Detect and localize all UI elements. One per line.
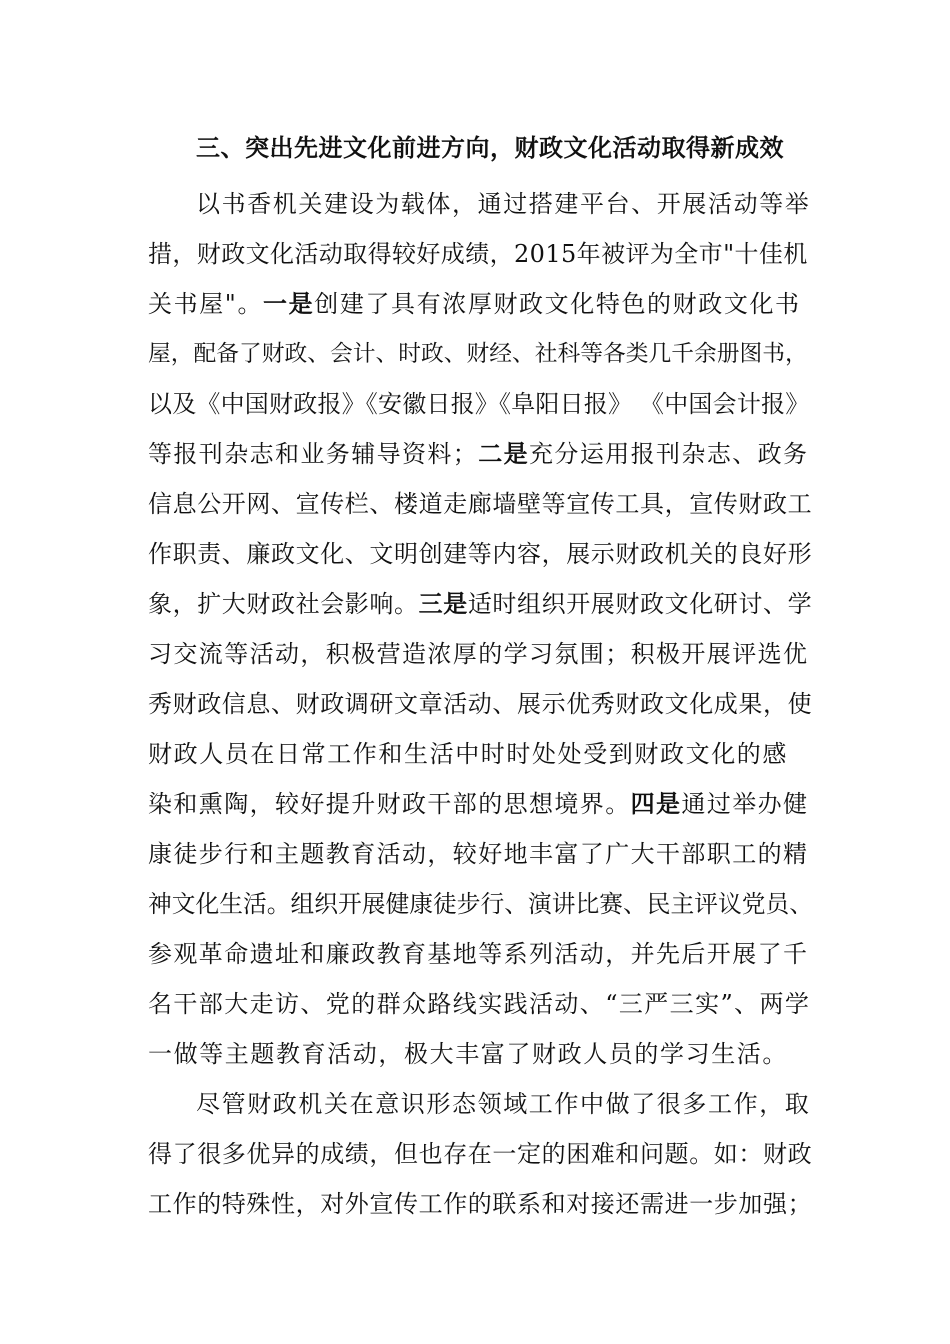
text-line: 作职责、廉政文化、文明创建等内容，展示财政机关的良好形 <box>148 540 813 568</box>
text-line: 一做等主题教育活动，极大丰富了财政人员的学习生活。 <box>148 1040 788 1068</box>
text-line: 屋，配备了财政、会计、时政、财经、社科等各类几千余册图书， <box>148 341 808 367</box>
text-run: 等报刊杂志和业务辅导资料； <box>148 440 479 468</box>
text-line: 习交流等活动，积极营造浓厚的学习氛围；积极开展评选优 <box>148 640 809 668</box>
text-run: 充分运用报刊杂志、政务 <box>529 440 809 468</box>
emphasis-label: 二是 <box>478 440 530 468</box>
text-line <box>148 786 813 822</box>
text-line: 信息公开网、宣传栏、楼道走廊墙壁等宣传工具，宣传财政工 <box>148 490 813 518</box>
text-line: 秀财政信息、财政调研文章活动、展示优秀财政文化成果，使 <box>148 690 813 718</box>
text-run: 染和熏陶，较好提升财政干部的思想境界。 <box>148 790 631 818</box>
text-line: 工作的特殊性，对外宣传工作的联系和对接还需进一步加强； <box>148 1190 813 1218</box>
text-line: 财政人员在日常工作和生活中时时处处受到财政文化的感 <box>148 740 788 768</box>
emphasis-label: 一是 <box>263 290 315 318</box>
text-run: 适时组织开展财政文化研讨、学 <box>467 590 813 618</box>
text-run: 关书屋"。 <box>148 290 264 318</box>
text-line: 得了很多优异的成绩，但也存在一定的困难和问题。如：财政 <box>148 1140 813 1168</box>
text-line: 神文化生活。组织开展健康徒步行、演讲比赛、民主评议党员、 <box>148 890 814 918</box>
text-line: 以及《中国财政报》《安徽日报》《阜阳日报》 《中国会计报》 <box>148 390 810 418</box>
text-line: 名干部大走访、党的群众路线实践活动、“三严三实”、两学 <box>148 990 811 1018</box>
emphasis-label: 三是 <box>418 590 468 618</box>
section-heading: 三、突出先进文化前进方向，财政文化活动取得新成效 <box>196 134 784 162</box>
emphasis-label: 四是 <box>630 790 682 818</box>
text-line <box>148 436 813 472</box>
text-run: 创建了具有浓厚财政文化特色的财政文化书 <box>314 290 801 318</box>
text-run: 通过举办健 <box>681 790 809 818</box>
text-line: 以书香机关建设为载体，通过搭建平台、开展活动等举 <box>196 190 811 218</box>
text-line: 尽管财政机关在意识形态领域工作中做了很多工作，取 <box>196 1090 811 1118</box>
text-run: 象，扩大财政社会影响。 <box>148 590 419 618</box>
text-line <box>148 586 813 622</box>
text-line: 康徒步行和主题教育活动，较好地丰富了广大干部职工的精 <box>148 840 809 868</box>
text-line <box>148 286 813 322</box>
text-line: 参观革命遗址和廉政教育基地等系列活动，并先后开展了千 <box>148 940 809 968</box>
text-line: 措，财政文化活动取得较好成绩，2015年被评为全市"十佳机 <box>148 240 808 268</box>
